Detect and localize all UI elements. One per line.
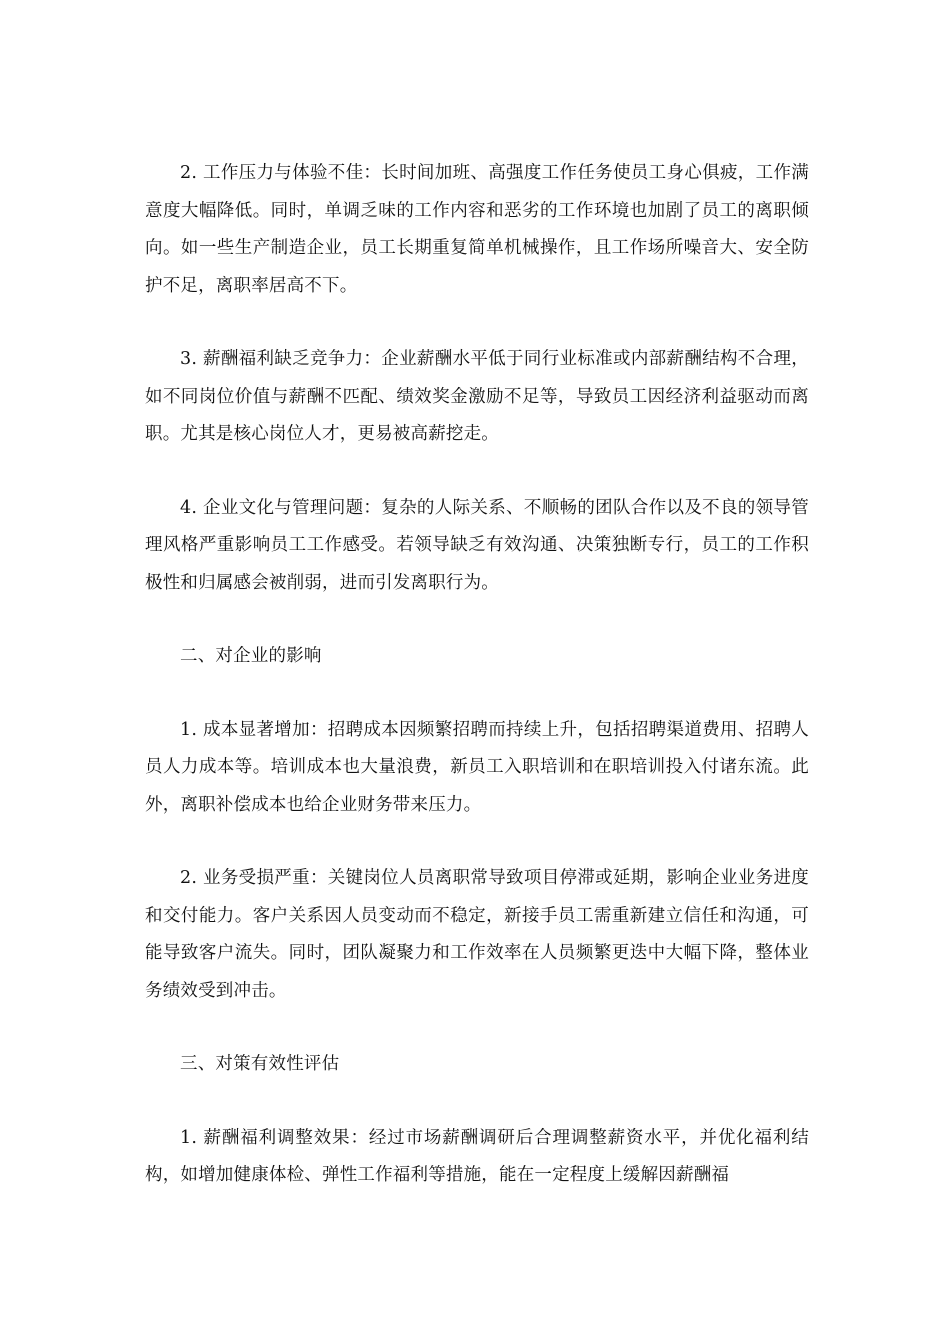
paragraph-cost-increase: 1. 成本显著增加：招聘成本因频繁招聘而持续上升，包括招聘渠道费用、招聘人员人力成本等。培训成本也大量浪费，新员工入职培训和在职培训投入付诸东流。此外，离职补偿成本也给企业财务带来压力。 bbox=[145, 719, 809, 815]
paragraph-compensation: 3. 薪酬福利缺乏竞争力：企业薪酬水平低于同行业标准或内部薪酬结构不合理，如不同岗位价值与薪酬不匹配、绩效奖金激励不足等，导致员工因经济利益驱动而离职。尤其是核心岗位人才，更易被高薪挖走。 bbox=[145, 349, 809, 444]
section-heading-impact: 二、对企业的影响 bbox=[180, 646, 322, 666]
paragraph-culture-management: 4. 企业文化与管理问题：复杂的人际关系、不顺畅的团队合作以及不良的领导管理风格严重影响员工工作感受。若领导缺乏有效沟通、决策独断专行，员工的工作积极性和归属感会被削弱，进而引发离职行为。 bbox=[145, 497, 809, 593]
document-body bbox=[145, 155, 809, 1231]
paragraph-work-pressure: 2. 工作压力与体验不佳：长时间加班、高强度工作任务使员工身心俱疲，工作满意度大幅降低。同时，单调乏味的工作内容和恶劣的工作环境也加剧了员工的离职倾向。如一些生产制造企业，员工长期重复简单机械操作，且工作场所噪音大、安全防护不足，离职率居高不下。 bbox=[145, 163, 809, 296]
paragraph-business-damage: 2. 业务受损严重：关键岗位人员离职常导致项目停滞或延期，影响企业业务进度和交付能力。客户关系因人员变动而不稳定，新接手员工需重新建立信任和沟通，可能导致客户流失。同时，团队凝聚力和工作效率在人员频繁更迭中大幅下降，整体业务绩效受到冲击。 bbox=[145, 868, 809, 1001]
paragraph-compensation-adjustment: 1. 薪酬福利调整效果：经过市场薪酬调研后合理调整薪资水平，并优化福利结构，如增加健康体检、弹性工作福利等措施，能在一定程度上缓解因薪酬福 bbox=[145, 1127, 809, 1185]
section-heading-evaluation: 三、对策有效性评估 bbox=[180, 1054, 340, 1074]
